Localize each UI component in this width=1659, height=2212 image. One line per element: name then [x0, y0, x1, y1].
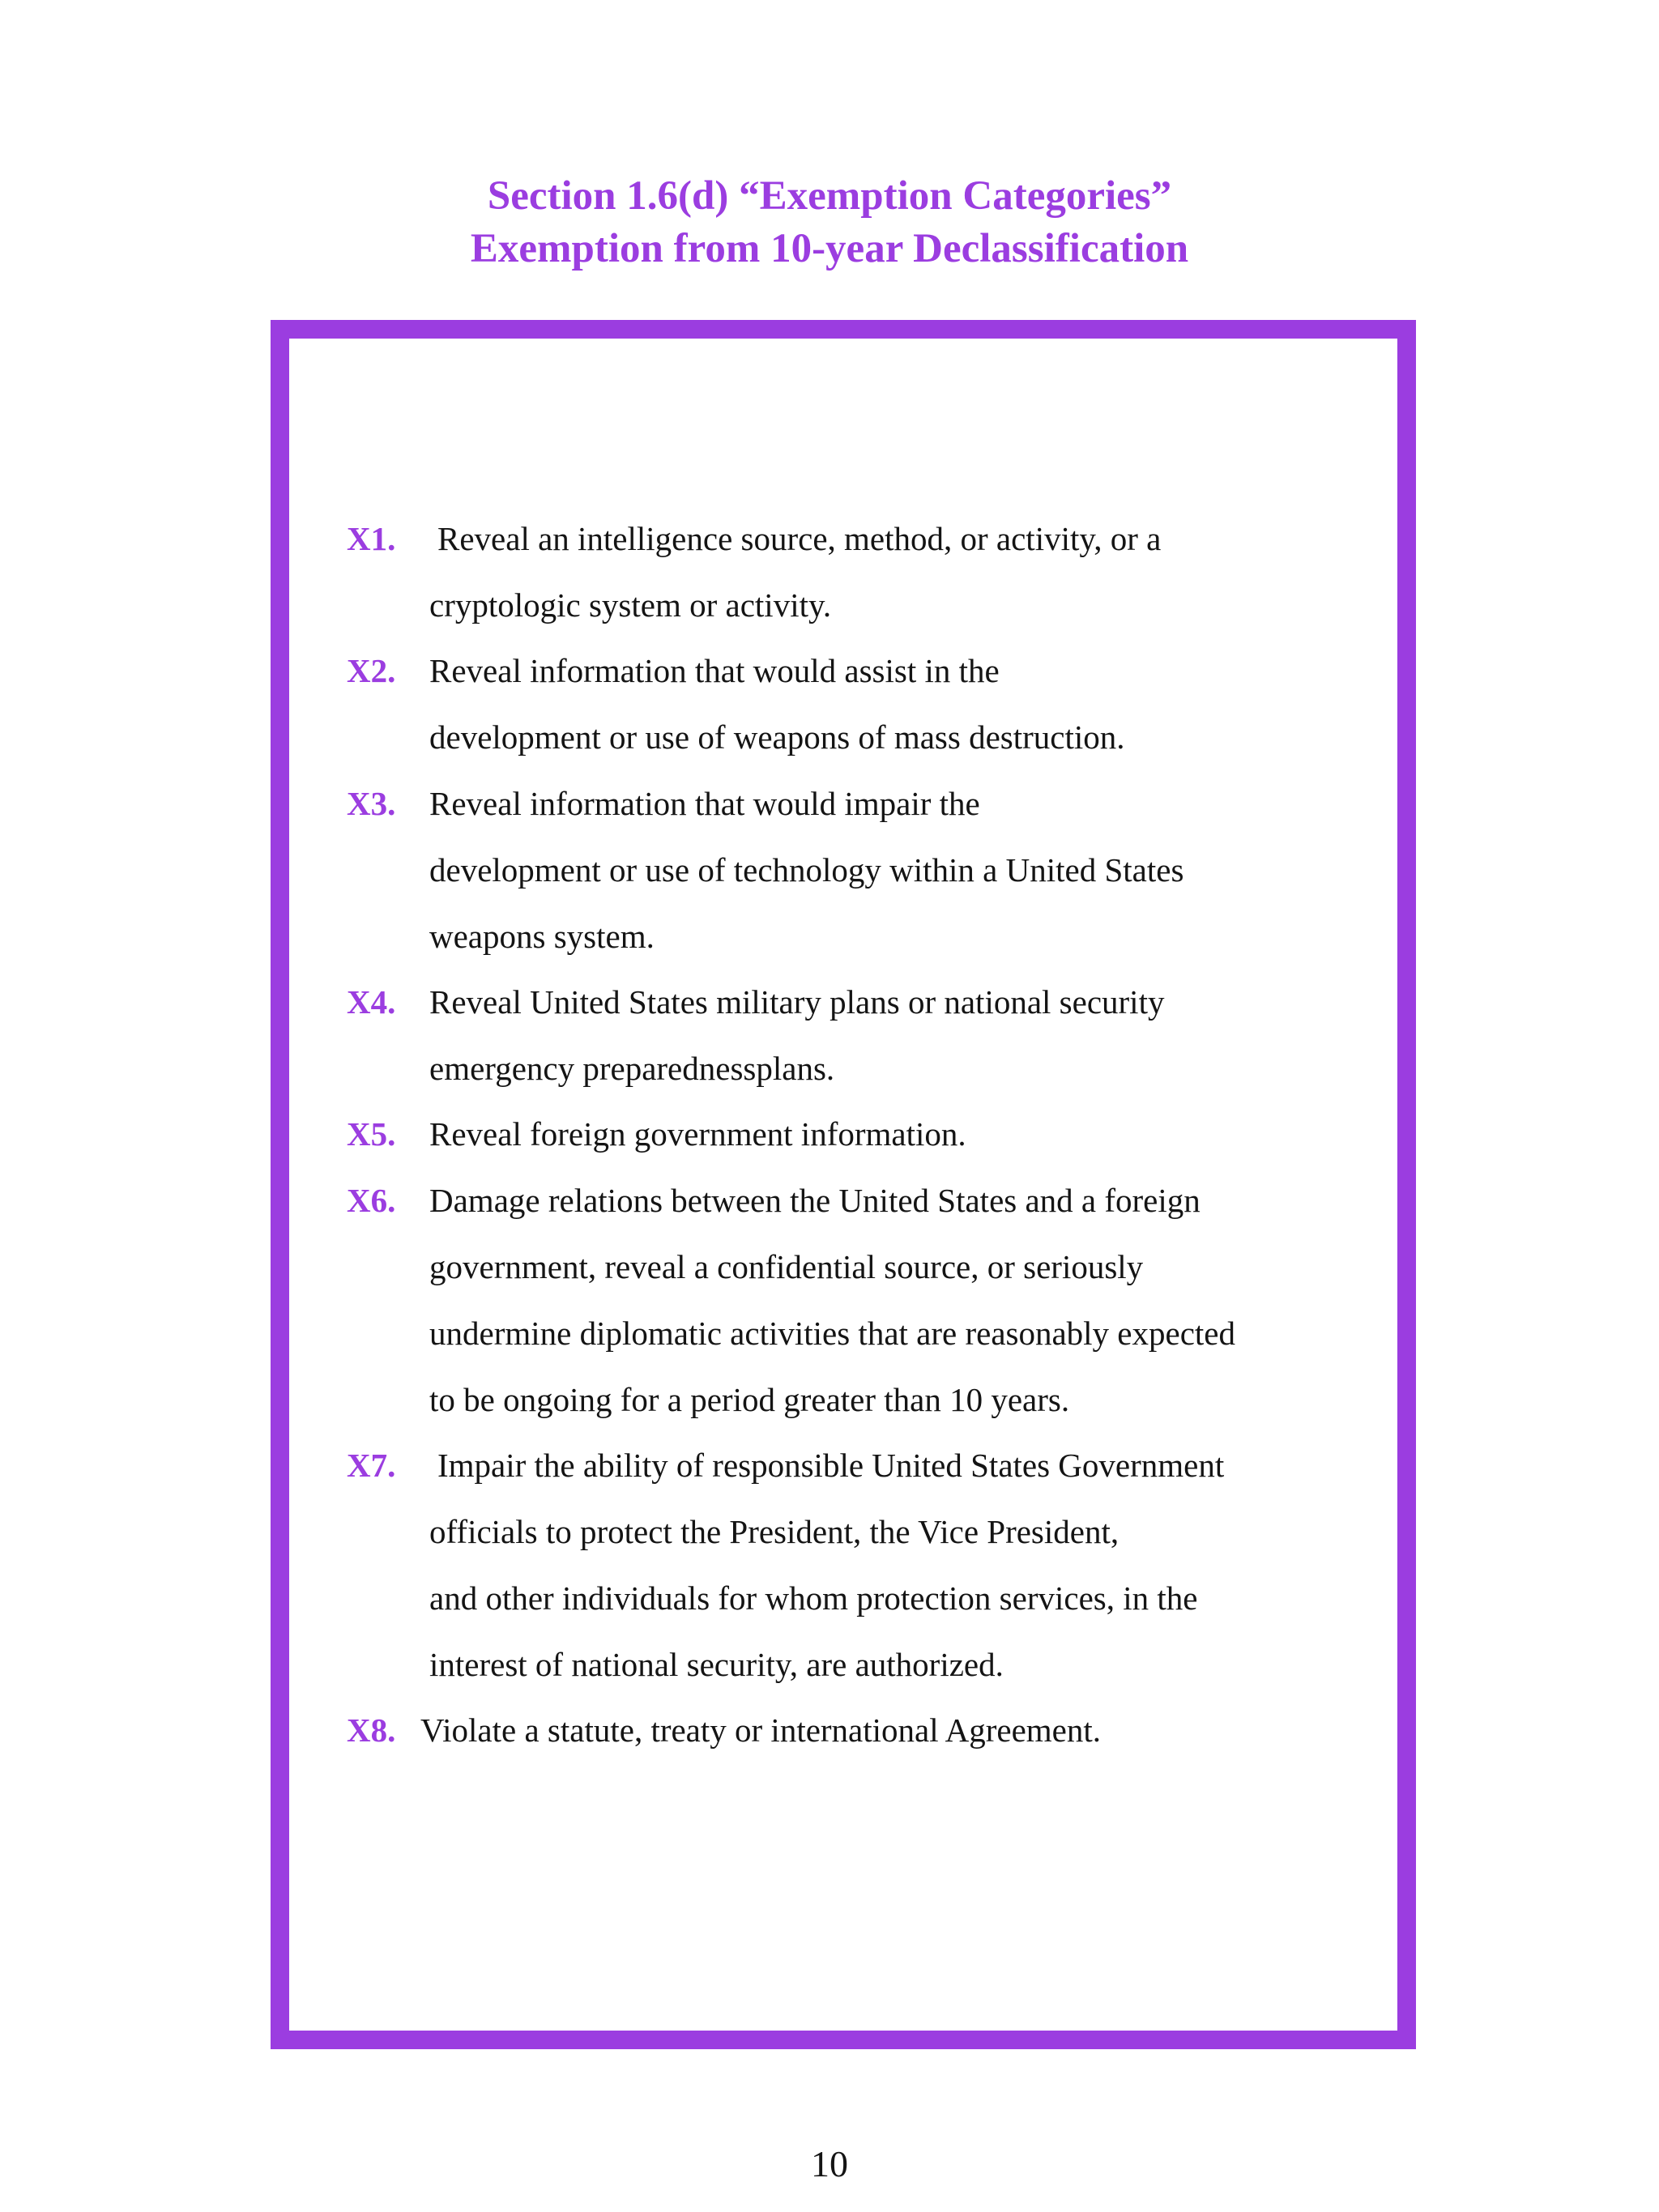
- item-text-line: development or use of weapons of mass destruction.: [429, 718, 1125, 756]
- item-text-line: interest of national security, are authorized.: [429, 1646, 1004, 1683]
- item-number: X2.: [347, 652, 396, 689]
- item-text-line: cryptologic system or activity.: [429, 586, 832, 624]
- item-text-line: undermine diplomatic activities that are reasonably expected: [429, 1315, 1235, 1352]
- item-text-line: Violate a statute, treaty or international Agreement.: [420, 1711, 1101, 1749]
- item-text-line: Reveal United States military plans or national security: [429, 983, 1165, 1021]
- item-number: X8.: [347, 1711, 396, 1749]
- item-number: X4.: [347, 983, 396, 1021]
- item-number: X5.: [347, 1115, 396, 1153]
- item-text-line: government, reveal a confidential source, or seriously: [429, 1248, 1144, 1285]
- item-text-line: Reveal foreign government information.: [429, 1115, 966, 1153]
- title-line-2: Exemption from 10-year Declassification: [470, 226, 1189, 271]
- item-text-line: Reveal information that would impair the: [429, 785, 980, 822]
- item-text-line: weapons system.: [429, 918, 655, 955]
- item-number: X7.: [347, 1447, 396, 1484]
- item-text-line: Impair the ability of responsible United States Government: [437, 1447, 1225, 1484]
- item-text-line: officials to protect the President, the Vice President,: [429, 1513, 1120, 1550]
- item-text-line: to be ongoing for a period greater than 10 years.: [429, 1381, 1070, 1418]
- item-text-line: and other individuals for whom protection services, in the: [429, 1579, 1198, 1617]
- item-number: X1.: [347, 520, 396, 557]
- page-title: [0, 170, 1659, 275]
- title-line-1: Section 1.6(d) “Exemption Categories”: [487, 173, 1172, 219]
- item-text-line: emergency preparednessplans.: [429, 1050, 835, 1087]
- item-number: X6.: [347, 1182, 396, 1219]
- item-number: X3.: [347, 785, 396, 822]
- item-text-line: Reveal information that would assist in the: [429, 652, 1000, 689]
- item-text-line: development or use of technology within a United States: [429, 851, 1184, 889]
- item-text-line: Damage relations between the United States and a foreign: [429, 1182, 1201, 1219]
- item-text-line: Reveal an intelligence source, method, or activity, or a: [437, 520, 1162, 557]
- page-number: 10: [811, 2143, 848, 2184]
